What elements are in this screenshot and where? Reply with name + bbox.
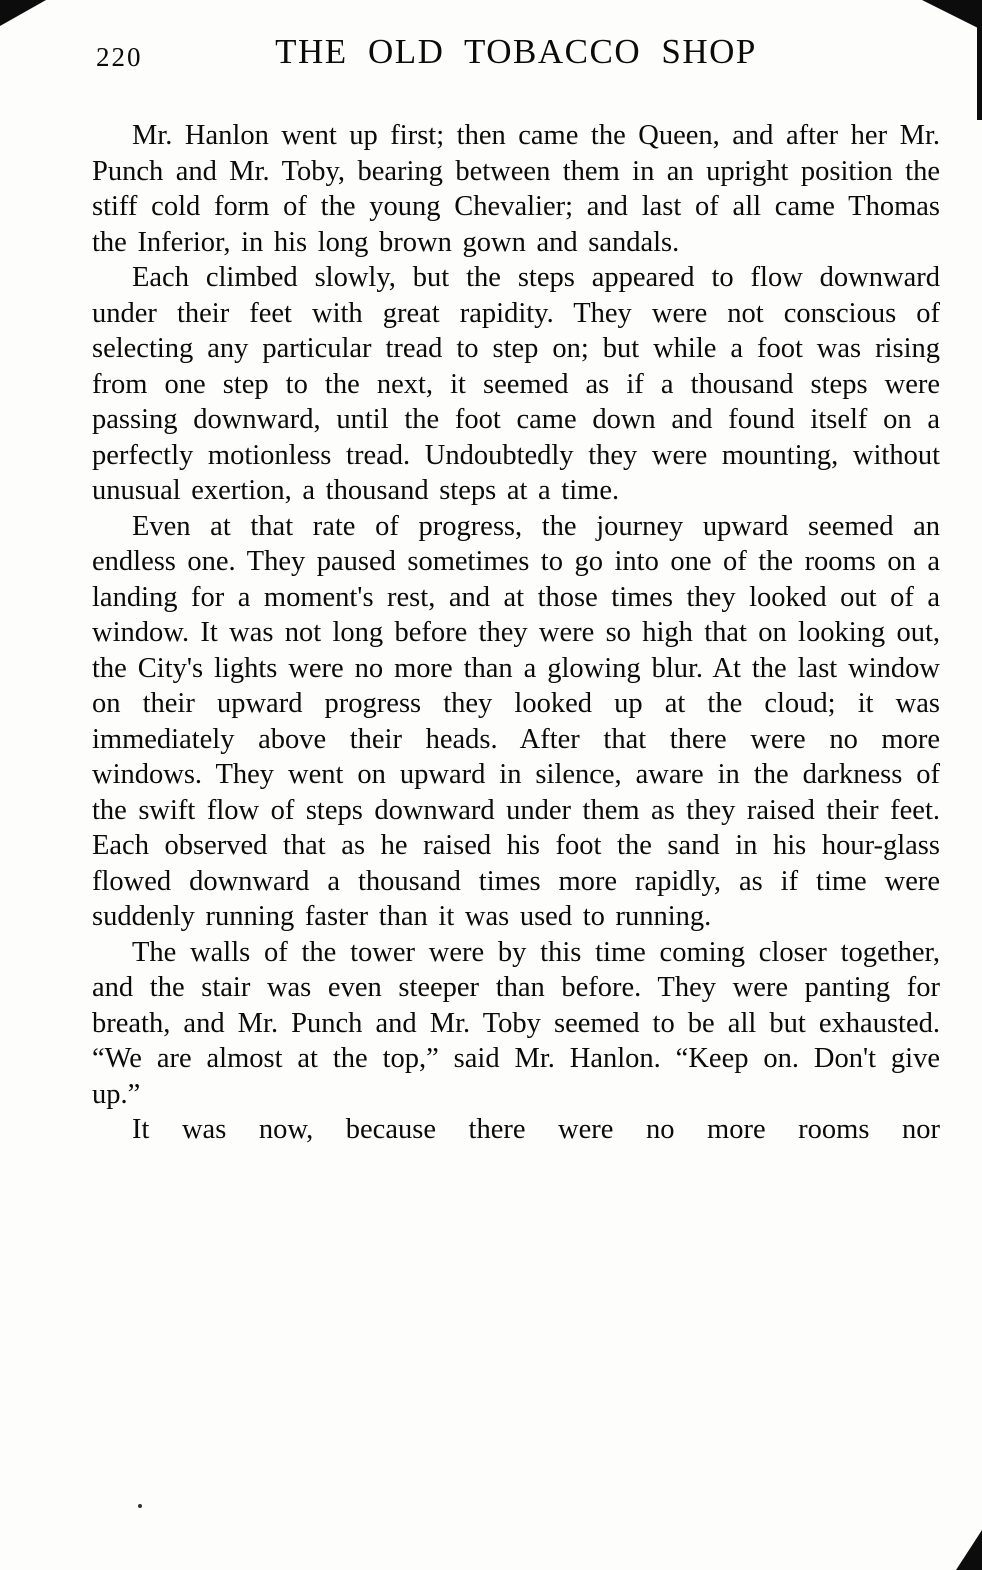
page-title: THE OLD TOBACCO SHOP — [275, 32, 757, 71]
scan-artifact-bottom-right — [956, 1530, 982, 1570]
page-number: 220 — [96, 42, 143, 72]
paragraph: Even at that rate of progress, the journey upward seemed an endless one. They paused sometimes to go into one of the rooms on a landing for a moment's rest, and at those times they looked out of a window. It was not long before they were so high that on looking out, the City's lights were no more than a glowing blur. At the last window on their upward progress they looked up at the cloud; it was immediately above their heads. After that there were no more windows. They went on upward in silence, aware in the darkness of the swift flow of steps downward under them as they raised their feet. Each observed that as he raised his foot the sand in his hour-glass flowed downward a thousand times more rapidly, as if time were suddenly running faster than it was used to running. — [92, 510, 940, 932]
paragraph: It was now, because there were no more rooms nor — [132, 1114, 940, 1145]
scan-artifact-top-left — [0, 0, 46, 26]
paragraph: The walls of the tower were by this time coming closer together, and the stair was even steeper than before. They were panting for breath, and Mr. Punch and Mr. Toby seemed to be all but exhausted. “We are almost at the top,” said Mr. Hanlon. “Keep on. Don't give up.” — [92, 936, 940, 1110]
page-body — [92, 118, 940, 1148]
page-header — [92, 28, 940, 84]
paragraph: Each climbed slowly, but the steps appeared to flow downward under their feet with great rapidity. They were not conscious of selecting any particular tread to step on; but while a foot was rising from one step to the next, it seemed as if a thousand steps were passing downward, until the foot came down and found itself on a perfectly motionless tread. Undoubtedly they were mounting, without unusual exertion, a thousand steps at a time. — [92, 262, 940, 506]
scan-artifact-right-edge — [977, 0, 982, 120]
scan-artifact-top-right — [922, 0, 982, 30]
scan-artifact-dot — [138, 1504, 142, 1508]
paragraph: Mr. Hanlon went up first; then came the Queen, and after her Mr. Punch and Mr. Toby, bearing between them in an upright position the stiff cold form of the young Chevalier; and last of all came Thomas the Inferior, in his long brown gown and sandals. — [92, 120, 940, 258]
